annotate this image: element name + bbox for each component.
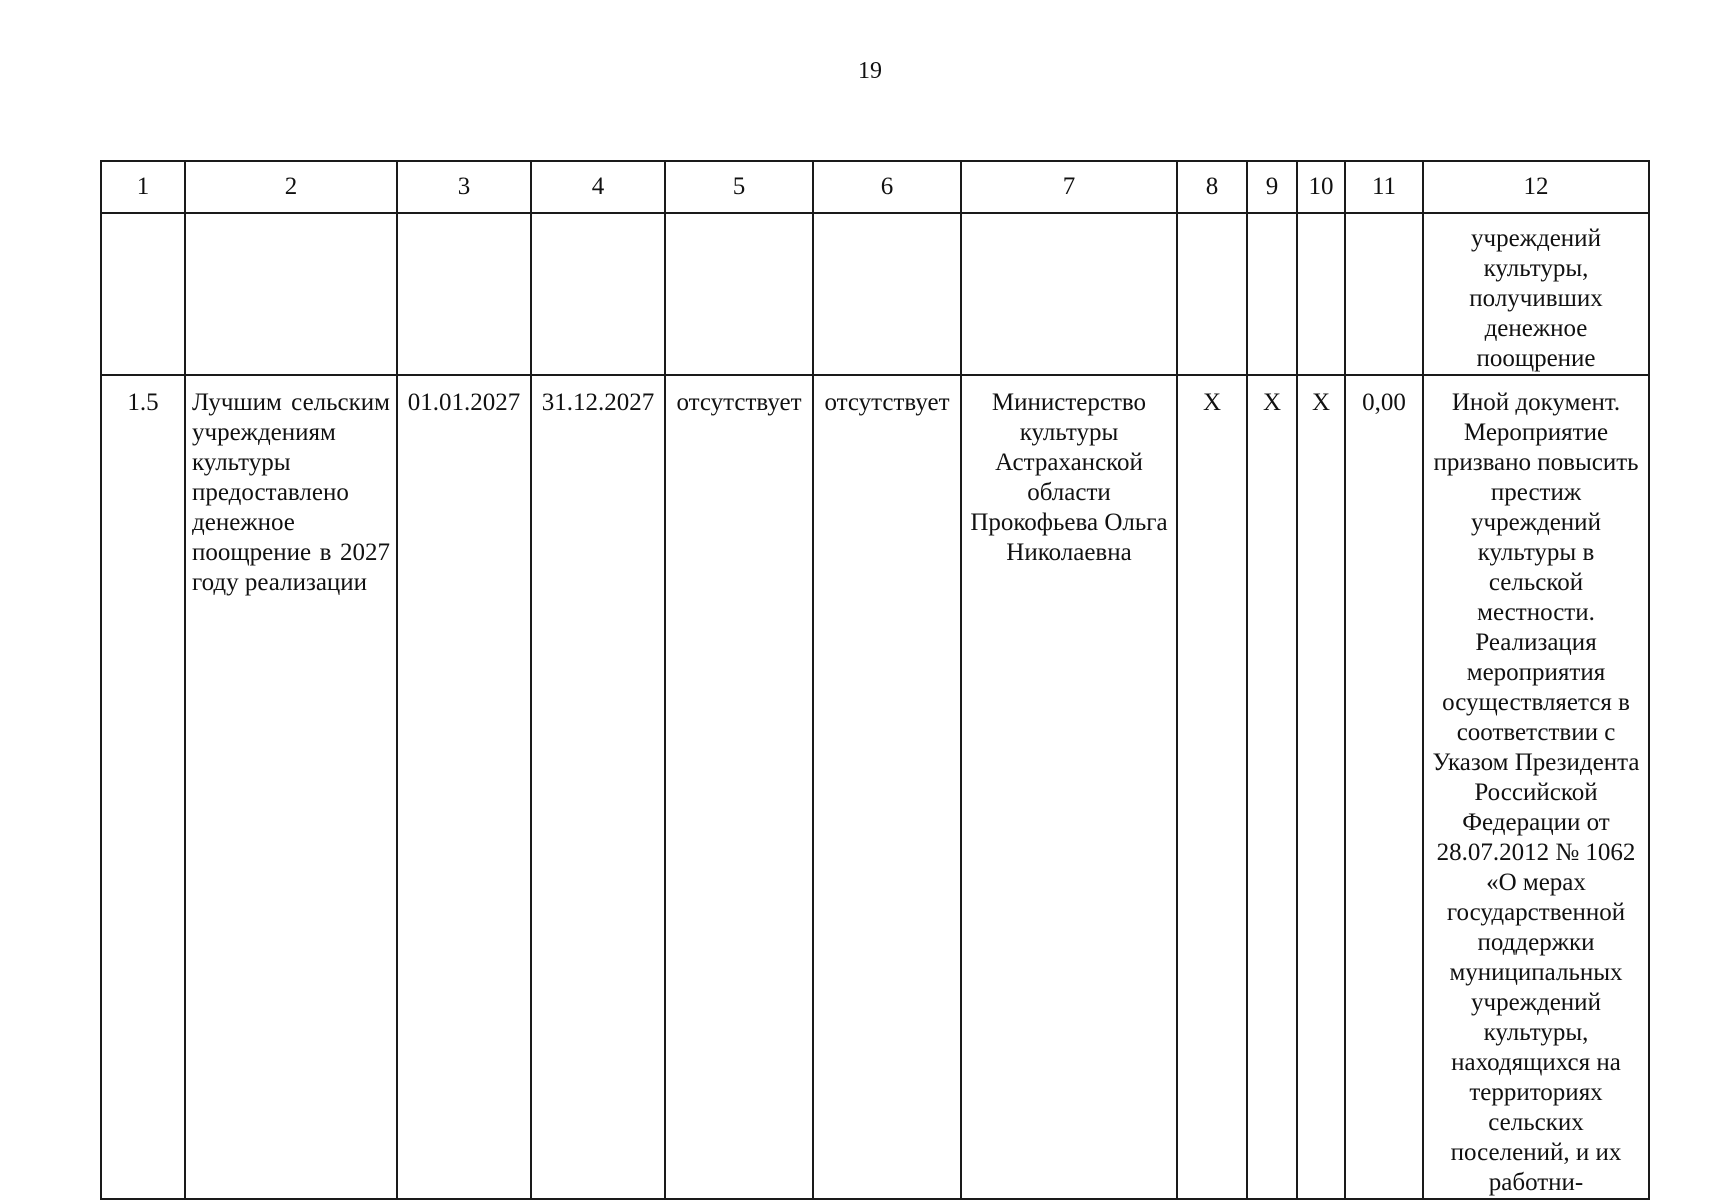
cell-empty	[665, 213, 813, 375]
cell-empty	[1297, 213, 1345, 375]
table-row	[101, 375, 1649, 1199]
data-table	[100, 160, 1650, 1200]
column-header-3: 3	[397, 161, 531, 213]
column-header-row	[101, 161, 1649, 213]
start-date-cell: 01.01.2027	[397, 375, 531, 1199]
column-header-8: 8	[1177, 161, 1247, 213]
cell-empty	[961, 213, 1177, 375]
cell-empty	[1177, 213, 1247, 375]
page-number: 19	[858, 58, 882, 84]
column-header-9: 9	[1247, 161, 1297, 213]
column-header-12: 12	[1423, 161, 1649, 213]
column-header-10: 10	[1297, 161, 1345, 213]
col9-cell: X	[1247, 375, 1297, 1199]
cell-empty	[397, 213, 531, 375]
description-cell: Лучшим сельским учреждениям культуры предоставлено денежное поощрение в 2027 году реализации	[185, 375, 397, 1199]
continuation-comment-cell: учреждений культуры, получивших денежное поощрение	[1423, 213, 1649, 375]
column-header-11: 11	[1345, 161, 1423, 213]
cell-empty	[1345, 213, 1423, 375]
column-header-2: 2	[185, 161, 397, 213]
column-header-7: 7	[961, 161, 1177, 213]
column-header-6: 6	[813, 161, 961, 213]
cell-empty	[1247, 213, 1297, 375]
cell-empty	[185, 213, 397, 375]
comment-cell: Иной документ. Мероприятие призвано повысить престиж учреждений культуры в сельской местности. Реализация мероприятия осуществляется в соответствии с Указом Президента Российской Федерации от 28.07.2012 № 1062 «О мерах государственной поддержки муниципальных учреждений культуры, находящихся на территориях сельских поселений, и их работни-	[1423, 375, 1649, 1199]
cell-empty	[813, 213, 961, 375]
cell-empty	[101, 213, 185, 375]
col8-cell: X	[1177, 375, 1247, 1199]
column-header-5: 5	[665, 161, 813, 213]
row-number-cell: 1.5	[101, 375, 185, 1199]
column-header-1: 1	[101, 161, 185, 213]
continuation-row	[101, 213, 1649, 375]
col10-cell: X	[1297, 375, 1345, 1199]
responsible-cell: Министерство культуры Астраханской области Прокофьева Ольга Николаевна	[961, 375, 1177, 1199]
amount-cell: 0,00	[1345, 375, 1423, 1199]
col5-cell: отсутствует	[665, 375, 813, 1199]
end-date-cell: 31.12.2027	[531, 375, 665, 1199]
cell-empty	[531, 213, 665, 375]
column-header-4: 4	[531, 161, 665, 213]
col6-cell: отсутствует	[813, 375, 961, 1199]
